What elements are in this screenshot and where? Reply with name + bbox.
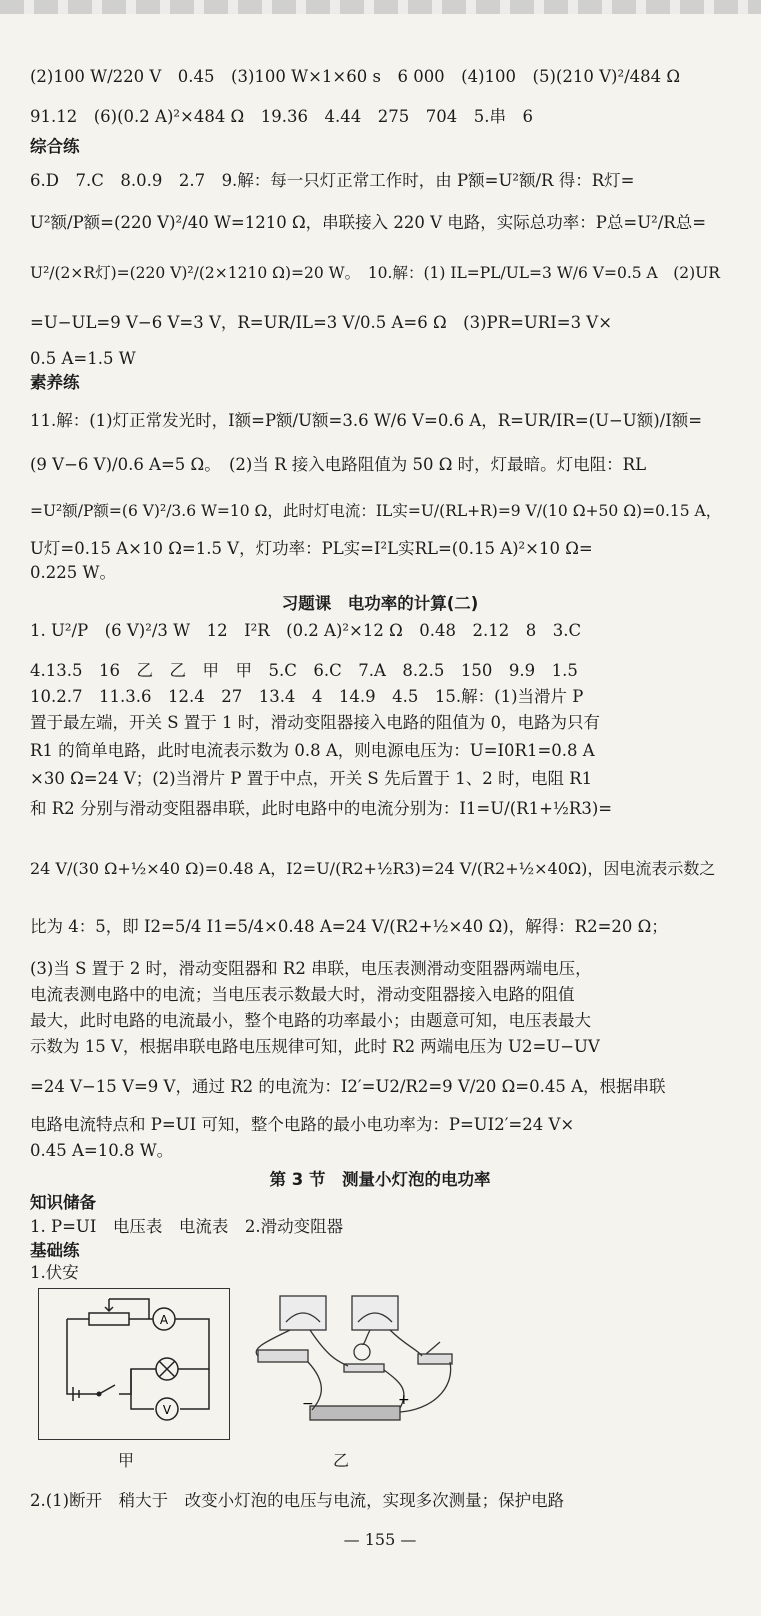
text-line: 6.D 7.C 8.0.9 2.7 9.解：每一只灯正常工作时，由 P额=U²额/R 得：R灯=: [30, 171, 635, 190]
battery-plus: +: [398, 1392, 410, 1408]
section-title: 第 3 节 测量小灯泡的电功率: [269, 1170, 491, 1189]
ammeter-symbol: A: [159, 1313, 169, 1327]
text-line: (3)当 S 置于 2 时，滑动变阻器和 R2 串联，电压表测滑动变阻器两端电压，: [30, 959, 592, 978]
section-heading: 综合练: [30, 137, 80, 156]
text-line: (2)100 W/220 V 0.45 (3)100 W×1×60 s 6 000 (4)100 (5)(210 V)²/484 Ω: [30, 67, 681, 86]
text-line: (9 V−6 V)/0.6 A=5 Ω。 (2)当 R 接入电路阻值为 50 Ω 时，灯最暗。灯电阻：RL: [30, 455, 647, 474]
text-line: 4.13.5 16 乙 乙 甲 甲 5.C 6.C 7.A 8.2.5 150 9.9 1.5: [30, 661, 578, 680]
text-line: 比为 4：5，即 I2=5/4 I1=5/4×0.48 A=24 V/(R2+½×40 Ω)，解得：R2=20 Ω；: [30, 917, 668, 936]
text-line: 最大，此时电路的电流最小，整个电路的功率最小；由题意可知，电压表最大: [30, 1011, 591, 1030]
text-line: U²/(2×R灯)=(220 V)²/(2×1210 Ω)=20 W。 10.解：(1) IL=PL/UL=3 W/6 V=0.5 A (2)UR: [30, 264, 720, 282]
text-line: U²额/P额=(220 V)²/40 W=1210 Ω，串联接入 220 V 电路，实际总功率：P总=U²/R总=: [30, 213, 707, 232]
text-line: R1 的简单电路，此时电流表示数为 0.8 A，则电源电压为：U=I0R1=0.8 A: [30, 741, 595, 760]
text-line: 和 R2 分别与滑动变阻器串联，此时电路中的电流分别为：I1=U/(R1+½R3)=: [30, 799, 613, 818]
text-line: 1.伏安: [30, 1263, 79, 1282]
circuit-diagram-box: [38, 1288, 230, 1440]
voltmeter-symbol: V: [162, 1403, 172, 1417]
text-line: 0.225 W。: [30, 563, 116, 582]
text-line: 24 V/(30 Ω+½×40 Ω)=0.48 A，I2=U/(R2+½R3)=24 V/(R2+½×40Ω)，因电流表示数之: [30, 859, 716, 878]
figure-label-a: 甲: [118, 1451, 135, 1470]
text-line: 0.5 A=1.5 W: [30, 349, 136, 368]
circuit-schematic: [39, 1289, 229, 1439]
text-line: ×30 Ω=24 V；(2)当滑片 P 置于中点，开关 S 先后置于 1、2 时，电阻 R1: [30, 769, 593, 788]
text-line: 1. P=UI 电压表 电流表 2.滑动变阻器: [30, 1217, 344, 1236]
section-heading: 基础练: [30, 1241, 80, 1260]
text-line: =U²额/P额=(6 V)²/3.6 W=10 Ω，此时灯电流：IL实=U/(RL+R)=9 V/(10 Ω+50 Ω)=0.15 A，: [30, 502, 722, 520]
page-number: — 155 —: [343, 1530, 417, 1549]
text-line: =U−UL=9 V−6 V=3 V，R=UR/IL=3 V/0.5 A=6 Ω (3)PR=URI=3 V×: [30, 313, 613, 332]
section-heading: 知识储备: [30, 1193, 96, 1212]
text-line: U灯=0.15 A×10 Ω=1.5 V，灯功率：PL实=I²L实RL=(0.15 A)²×10 Ω=: [30, 539, 593, 558]
text-line: =24 V−15 V=9 V，通过 R2 的电流为：I2′=U2/R2=9 V/20 Ω=0.45 A，根据串联: [30, 1077, 666, 1096]
text-line: 91.12 (6)(0.2 A)²×484 Ω 19.36 4.44 275 704 5.串 6: [30, 107, 533, 126]
section-heading: 素养练: [30, 373, 80, 392]
text-line: 电路电流特点和 P=UI 可知，整个电路的最小电功率为：P=UI2′=24 V×: [30, 1115, 575, 1134]
text-line: 2.(1)断开 稍大于 改变小灯泡的电压与电流，实现多次测量；保护电路: [30, 1491, 565, 1510]
battery-minus: −: [302, 1396, 314, 1412]
text-line: 10.2.7 11.3.6 12.4 27 13.4 4 14.9 4.5 15.解：(1)当滑片 P: [30, 687, 584, 706]
text-line: 0.45 A=10.8 W。: [30, 1141, 174, 1160]
apparatus-sketch: [240, 1290, 460, 1445]
text-line: 置于最左端，开关 S 置于 1 时，滑动变阻器接入电路的阻值为 0，电路为只有: [30, 713, 601, 732]
text-line: 11.解：(1)灯正常发光时，I额=P额/U额=3.6 W/6 V=0.6 A，R=UR/IR=(U−U额)/I额=: [30, 411, 703, 430]
text-line: 1. U²/P (6 V)²/3 W 12 I²R (0.2 A)²×12 Ω 0.48 2.12 8 3.C: [30, 621, 582, 640]
text-line: 电流表测电路中的电流；当电压表示数最大时，滑动变阻器接入电路的阻值: [30, 985, 575, 1004]
text-line: 示数为 15 V，根据串联电路电压规律可知，此时 R2 两端电压为 U2=U−UV: [30, 1037, 600, 1056]
figure-label-b: 乙: [333, 1451, 350, 1470]
lesson-title: 习题课 电功率的计算(二): [281, 594, 479, 613]
